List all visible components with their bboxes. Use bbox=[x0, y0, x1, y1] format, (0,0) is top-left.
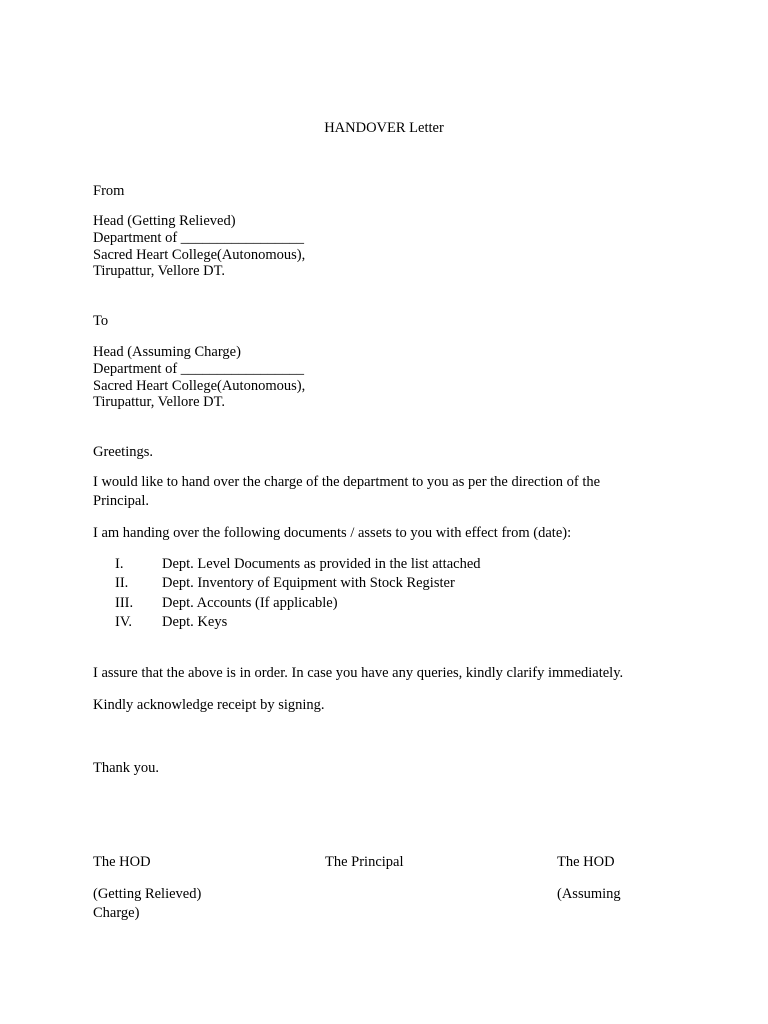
signature-right-subtitle: (Assuming bbox=[557, 886, 621, 902]
from-line: Department of _________________ bbox=[93, 229, 305, 246]
from-address bbox=[93, 213, 305, 280]
list-item-number: IV. bbox=[115, 613, 133, 630]
to-line: Tirupattur, Vellore DT. bbox=[93, 394, 226, 411]
list-item-text: Dept. Level Documents as provided in the list attached bbox=[162, 556, 481, 572]
from-line: Tirupattur, Vellore DT. bbox=[93, 263, 226, 280]
to-line: Head (Assuming Charge) bbox=[93, 344, 241, 360]
paragraph-3: I assure that the above is in order. In case you have any queries, kindly clarify immediately. bbox=[93, 665, 624, 681]
to-line: Sacred Heart College(Autonomous), bbox=[93, 377, 306, 394]
to-label: To bbox=[93, 313, 109, 329]
signature-right-title: The HOD bbox=[557, 854, 615, 870]
paragraph-4: Kindly acknowledge receipt by signing. bbox=[93, 697, 325, 713]
paragraph-1-line-1: I would like to hand over the charge of the department to you as per the direction of the bbox=[93, 474, 601, 490]
from-line: Sacred Heart College(Autonomous), bbox=[93, 246, 306, 263]
list-item-text: Dept. Accounts (If applicable) bbox=[162, 594, 338, 611]
to-line: Department of _________________ bbox=[93, 360, 305, 377]
list-item-text: Dept. Keys bbox=[162, 613, 228, 630]
page-title: HANDOVER Letter bbox=[324, 120, 444, 136]
greeting: Greetings. bbox=[93, 444, 153, 460]
from-label: From bbox=[93, 183, 125, 199]
signature-left-subtitle-continued: Charge) bbox=[93, 905, 140, 921]
to-address bbox=[93, 344, 305, 411]
signature-left-subtitle: (Getting Relieved) bbox=[93, 886, 202, 902]
list-item-text: Dept. Inventory of Equipment with Stock Register bbox=[162, 575, 455, 592]
list-item-number: I. bbox=[115, 556, 124, 572]
closing: Thank you. bbox=[93, 760, 160, 776]
list-item-number: III. bbox=[115, 594, 134, 611]
from-line: Head (Getting Relieved) bbox=[93, 213, 236, 229]
signature-middle-title: The Principal bbox=[325, 854, 404, 870]
paragraph-2: I am handing over the following documents / assets to you with effect from (date): bbox=[93, 525, 572, 541]
signature-left-title: The HOD bbox=[93, 854, 151, 870]
paragraph-1-line-2: Principal. bbox=[93, 493, 149, 509]
list-item-number: II. bbox=[115, 575, 129, 592]
